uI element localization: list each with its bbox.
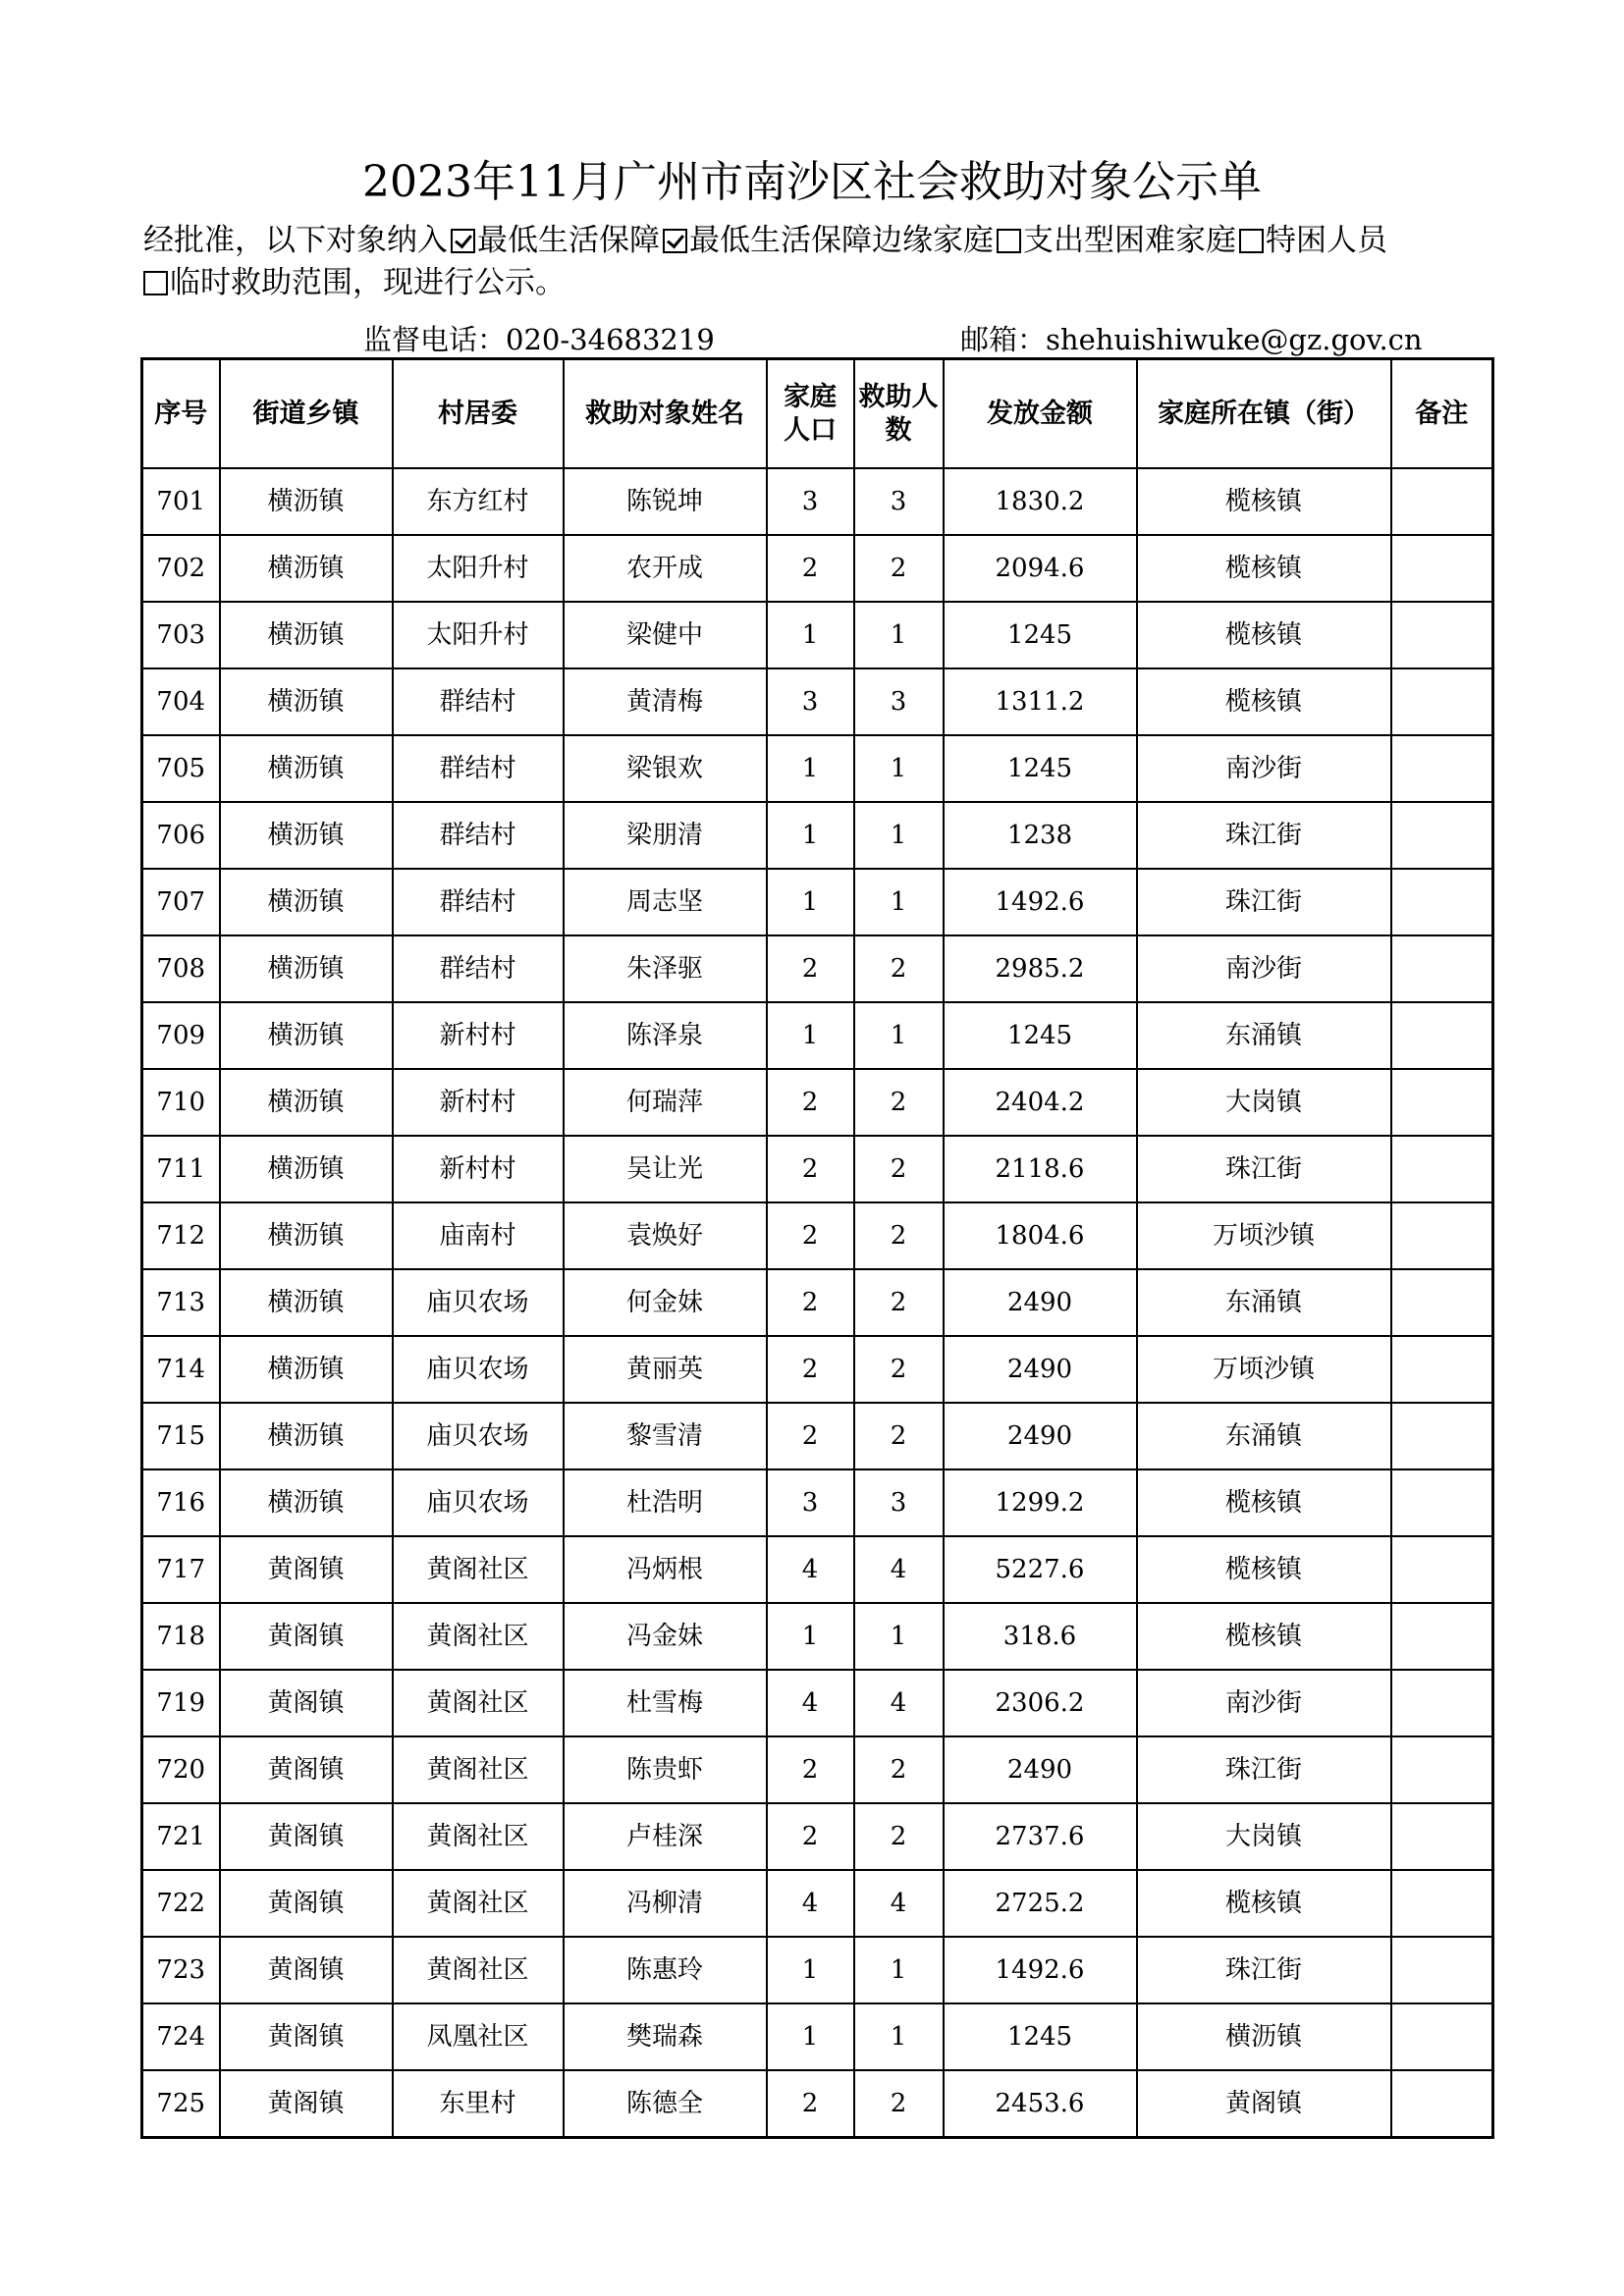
cell-index: 720 bbox=[142, 1736, 220, 1803]
cell-household-size: 1 bbox=[767, 802, 854, 869]
cell-amount: 1245 bbox=[944, 735, 1137, 802]
cell-household-town: 南沙街 bbox=[1137, 1670, 1391, 1736]
supervision-phone bbox=[363, 320, 715, 359]
cell-aided-count: 2 bbox=[854, 2070, 944, 2138]
cell-household-town: 榄核镇 bbox=[1137, 668, 1391, 735]
cell-recipient-name: 农开成 bbox=[564, 535, 767, 602]
table-row bbox=[142, 1002, 1493, 1069]
cell-household-size: 2 bbox=[767, 1202, 854, 1269]
notice-line-2 bbox=[143, 260, 1518, 305]
cell-remarks bbox=[1391, 1937, 1493, 2003]
cell-recipient-name: 陈锐坤 bbox=[564, 468, 767, 535]
cell-amount: 1299.2 bbox=[944, 1469, 1137, 1536]
cell-remarks bbox=[1391, 1469, 1493, 1536]
table-row bbox=[142, 1469, 1493, 1536]
cell-remarks bbox=[1391, 1136, 1493, 1202]
table-row bbox=[142, 668, 1493, 735]
cell-household-size: 2 bbox=[767, 1069, 854, 1136]
cell-village-committee: 黄阁社区 bbox=[393, 1803, 564, 1870]
cell-recipient-name: 黎雪清 bbox=[564, 1403, 767, 1469]
cell-subdistrict: 黄阁镇 bbox=[220, 1803, 393, 1870]
table-row bbox=[142, 1736, 1493, 1803]
table-row bbox=[142, 1803, 1493, 1870]
cell-remarks bbox=[1391, 1069, 1493, 1136]
cell-recipient-name: 卢桂深 bbox=[564, 1803, 767, 1870]
cell-subdistrict: 横沥镇 bbox=[220, 1269, 393, 1336]
cell-village-committee: 黄阁社区 bbox=[393, 1870, 564, 1937]
cell-household-town: 东涌镇 bbox=[1137, 1403, 1391, 1469]
cell-household-town: 万顷沙镇 bbox=[1137, 1202, 1391, 1269]
cell-household-town: 珠江街 bbox=[1137, 1937, 1391, 2003]
cell-aided-count: 2 bbox=[854, 535, 944, 602]
cell-household-size: 1 bbox=[767, 735, 854, 802]
notice-line-1 bbox=[143, 218, 1518, 263]
cell-household-town: 东涌镇 bbox=[1137, 1269, 1391, 1336]
cell-household-size: 4 bbox=[767, 1536, 854, 1603]
cell-subdistrict: 横沥镇 bbox=[220, 1002, 393, 1069]
cell-aided-count: 4 bbox=[854, 1870, 944, 1937]
cell-village-committee: 东里村 bbox=[393, 2070, 564, 2138]
cell-household-size: 1 bbox=[767, 869, 854, 935]
cell-index: 721 bbox=[142, 1803, 220, 1870]
cell-amount: 2985.2 bbox=[944, 935, 1137, 1002]
table-row bbox=[142, 2003, 1493, 2070]
cell-remarks bbox=[1391, 1336, 1493, 1403]
cell-recipient-name: 杜浩明 bbox=[564, 1469, 767, 1536]
cell-village-committee: 黄阁社区 bbox=[393, 1736, 564, 1803]
cell-household-size: 2 bbox=[767, 2070, 854, 2138]
header-index: 序号 bbox=[142, 359, 220, 469]
cell-household-town: 珠江街 bbox=[1137, 869, 1391, 935]
cell-aided-count: 2 bbox=[854, 1069, 944, 1136]
header-household-town: 家庭所在镇（街） bbox=[1137, 359, 1391, 469]
cell-aided-count: 2 bbox=[854, 935, 944, 1002]
cell-household-town: 珠江街 bbox=[1137, 1736, 1391, 1803]
cell-aided-count: 2 bbox=[854, 1202, 944, 1269]
cell-recipient-name: 陈德全 bbox=[564, 2070, 767, 2138]
table-row bbox=[142, 1269, 1493, 1336]
cell-aided-count: 2 bbox=[854, 1136, 944, 1202]
cell-subdistrict: 黄阁镇 bbox=[220, 1870, 393, 1937]
cell-index: 701 bbox=[142, 468, 220, 535]
cell-recipient-name: 梁健中 bbox=[564, 602, 767, 668]
table-row bbox=[142, 2070, 1493, 2138]
table-row bbox=[142, 802, 1493, 869]
cell-aided-count: 3 bbox=[854, 468, 944, 535]
table-body bbox=[142, 468, 1493, 2138]
header-subdistrict: 街道乡镇 bbox=[220, 359, 393, 469]
cell-recipient-name: 黄丽英 bbox=[564, 1336, 767, 1403]
cell-index: 713 bbox=[142, 1269, 220, 1336]
cell-village-committee: 群结村 bbox=[393, 935, 564, 1002]
cell-remarks bbox=[1391, 1870, 1493, 1937]
cell-remarks bbox=[1391, 1202, 1493, 1269]
cell-aided-count: 2 bbox=[854, 1803, 944, 1870]
cell-index: 710 bbox=[142, 1069, 220, 1136]
cell-index: 706 bbox=[142, 802, 220, 869]
cell-subdistrict: 黄阁镇 bbox=[220, 2070, 393, 2138]
cell-recipient-name: 杜雪梅 bbox=[564, 1670, 767, 1736]
table-row bbox=[142, 869, 1493, 935]
cell-household-size: 2 bbox=[767, 935, 854, 1002]
cell-amount: 1492.6 bbox=[944, 1937, 1137, 2003]
cell-aided-count: 1 bbox=[854, 1603, 944, 1670]
cell-household-size: 1 bbox=[767, 1603, 854, 1670]
cell-village-committee: 黄阁社区 bbox=[393, 1536, 564, 1603]
option-label-0: 最低生活保障 bbox=[477, 223, 660, 258]
cell-remarks bbox=[1391, 869, 1493, 935]
cell-aided-count: 3 bbox=[854, 1469, 944, 1536]
table-row bbox=[142, 468, 1493, 535]
cell-index: 722 bbox=[142, 1870, 220, 1937]
table-row bbox=[142, 1937, 1493, 2003]
cell-village-committee: 东方红村 bbox=[393, 468, 564, 535]
cell-household-size: 2 bbox=[767, 1403, 854, 1469]
table-row bbox=[142, 1202, 1493, 1269]
cell-village-committee: 群结村 bbox=[393, 735, 564, 802]
cell-aided-count: 2 bbox=[854, 1269, 944, 1336]
table-row bbox=[142, 1336, 1493, 1403]
cell-household-town: 南沙街 bbox=[1137, 935, 1391, 1002]
cell-subdistrict: 横沥镇 bbox=[220, 869, 393, 935]
cell-recipient-name: 冯炳根 bbox=[564, 1536, 767, 1603]
cell-village-committee: 庙贝农场 bbox=[393, 1403, 564, 1469]
cell-subdistrict: 横沥镇 bbox=[220, 668, 393, 735]
cell-village-committee: 凤凰社区 bbox=[393, 2003, 564, 2070]
cell-household-town: 黄阁镇 bbox=[1137, 2070, 1391, 2138]
checkbox-option-2[interactable] bbox=[997, 229, 1021, 253]
cell-remarks bbox=[1391, 935, 1493, 1002]
table-row bbox=[142, 535, 1493, 602]
cell-subdistrict: 横沥镇 bbox=[220, 1336, 393, 1403]
cell-index: 718 bbox=[142, 1603, 220, 1670]
cell-recipient-name: 梁银欢 bbox=[564, 735, 767, 802]
checkbox-option-1[interactable] bbox=[663, 229, 687, 253]
page-title: 2023年11月广州市南沙区社会救助对象公示单 bbox=[362, 157, 1262, 207]
cell-recipient-name: 陈惠玲 bbox=[564, 1937, 767, 2003]
table-row bbox=[142, 735, 1493, 802]
cell-household-size: 3 bbox=[767, 1469, 854, 1536]
cell-amount: 1830.2 bbox=[944, 468, 1137, 535]
cell-household-size: 2 bbox=[767, 535, 854, 602]
cell-subdistrict: 横沥镇 bbox=[220, 468, 393, 535]
cell-index: 714 bbox=[142, 1336, 220, 1403]
cell-index: 716 bbox=[142, 1469, 220, 1536]
cell-household-town: 南沙街 bbox=[1137, 735, 1391, 802]
cell-household-town: 东涌镇 bbox=[1137, 1002, 1391, 1069]
cell-household-town: 万顷沙镇 bbox=[1137, 1336, 1391, 1403]
cell-household-size: 3 bbox=[767, 468, 854, 535]
cell-household-town: 榄核镇 bbox=[1137, 602, 1391, 668]
cell-subdistrict: 横沥镇 bbox=[220, 1202, 393, 1269]
table-row bbox=[142, 1069, 1493, 1136]
notice-prefix: 经批准，以下对象纳入 bbox=[143, 223, 448, 258]
cell-index: 715 bbox=[142, 1403, 220, 1469]
cell-index: 702 bbox=[142, 535, 220, 602]
cell-village-committee: 黄阁社区 bbox=[393, 1603, 564, 1670]
cell-household-town: 榄核镇 bbox=[1137, 1536, 1391, 1603]
cell-household-size: 1 bbox=[767, 1937, 854, 2003]
cell-index: 712 bbox=[142, 1202, 220, 1269]
cell-aided-count: 2 bbox=[854, 1403, 944, 1469]
cell-remarks bbox=[1391, 1670, 1493, 1736]
cell-subdistrict: 黄阁镇 bbox=[220, 1670, 393, 1736]
cell-household-town: 榄核镇 bbox=[1137, 1870, 1391, 1937]
cell-amount: 2737.6 bbox=[944, 1803, 1137, 1870]
cell-amount: 2306.2 bbox=[944, 1670, 1137, 1736]
checkbox-option-3[interactable] bbox=[1239, 229, 1264, 253]
cell-aided-count: 1 bbox=[854, 2003, 944, 2070]
cell-subdistrict: 横沥镇 bbox=[220, 1403, 393, 1469]
cell-remarks bbox=[1391, 1002, 1493, 1069]
table-row bbox=[142, 1536, 1493, 1603]
cell-village-committee: 黄阁社区 bbox=[393, 1937, 564, 2003]
cell-household-town: 榄核镇 bbox=[1137, 1469, 1391, 1536]
option-label-1: 最低生活保障边缘家庭 bbox=[689, 223, 994, 258]
cell-index: 725 bbox=[142, 2070, 220, 2138]
cell-amount: 318.6 bbox=[944, 1603, 1137, 1670]
cell-aided-count: 3 bbox=[854, 668, 944, 735]
cell-aided-count: 4 bbox=[854, 1670, 944, 1736]
cell-remarks bbox=[1391, 735, 1493, 802]
cell-index: 708 bbox=[142, 935, 220, 1002]
header-aided-count: 救助人 数 bbox=[854, 359, 944, 469]
cell-household-size: 2 bbox=[767, 1136, 854, 1202]
header-remarks: 备注 bbox=[1391, 359, 1493, 469]
cell-household-town: 珠江街 bbox=[1137, 1136, 1391, 1202]
cell-household-town: 大岗镇 bbox=[1137, 1069, 1391, 1136]
cell-household-size: 2 bbox=[767, 1803, 854, 1870]
cell-remarks bbox=[1391, 1536, 1493, 1603]
cell-aided-count: 1 bbox=[854, 735, 944, 802]
option-label-2: 支出型困难家庭 bbox=[1023, 223, 1236, 258]
cell-amount: 1245 bbox=[944, 602, 1137, 668]
cell-subdistrict: 横沥镇 bbox=[220, 1469, 393, 1536]
cell-aided-count: 4 bbox=[854, 1536, 944, 1603]
cell-index: 719 bbox=[142, 1670, 220, 1736]
cell-recipient-name: 陈贵虾 bbox=[564, 1736, 767, 1803]
cell-index: 717 bbox=[142, 1536, 220, 1603]
cell-remarks bbox=[1391, 602, 1493, 668]
cell-recipient-name: 何瑞萍 bbox=[564, 1069, 767, 1136]
cell-village-committee: 黄阁社区 bbox=[393, 1670, 564, 1736]
option-label-3: 特困人员 bbox=[1266, 223, 1387, 258]
cell-remarks bbox=[1391, 1736, 1493, 1803]
cell-village-committee: 群结村 bbox=[393, 802, 564, 869]
cell-subdistrict: 黄阁镇 bbox=[220, 1736, 393, 1803]
cell-amount: 2490 bbox=[944, 1336, 1137, 1403]
cell-amount: 1238 bbox=[944, 802, 1137, 869]
table-row bbox=[142, 1670, 1493, 1736]
cell-household-size: 1 bbox=[767, 2003, 854, 2070]
table-row bbox=[142, 1136, 1493, 1202]
cell-village-committee: 庙贝农场 bbox=[393, 1269, 564, 1336]
cell-recipient-name: 吴让光 bbox=[564, 1136, 767, 1202]
cell-amount: 5227.6 bbox=[944, 1536, 1137, 1603]
cell-amount: 1492.6 bbox=[944, 869, 1137, 935]
cell-amount: 1245 bbox=[944, 1002, 1137, 1069]
cell-aided-count: 1 bbox=[854, 869, 944, 935]
cell-recipient-name: 何金妹 bbox=[564, 1269, 767, 1336]
checkbox-option-4[interactable] bbox=[143, 271, 168, 295]
cell-recipient-name: 梁朋清 bbox=[564, 802, 767, 869]
cell-index: 707 bbox=[142, 869, 220, 935]
cell-amount: 1311.2 bbox=[944, 668, 1137, 735]
cell-remarks bbox=[1391, 468, 1493, 535]
cell-village-committee: 新村村 bbox=[393, 1002, 564, 1069]
header-village-committee: 村居委 bbox=[393, 359, 564, 469]
cell-amount: 2404.2 bbox=[944, 1069, 1137, 1136]
cell-subdistrict: 横沥镇 bbox=[220, 602, 393, 668]
cell-aided-count: 2 bbox=[854, 1736, 944, 1803]
option-label-4: 临时救助范围，现进行公示。 bbox=[170, 265, 566, 300]
cell-household-size: 4 bbox=[767, 1870, 854, 1937]
cell-village-committee: 太阳升村 bbox=[393, 602, 564, 668]
recipients-table bbox=[140, 357, 1494, 2139]
cell-subdistrict: 黄阁镇 bbox=[220, 2003, 393, 2070]
table-row bbox=[142, 935, 1493, 1002]
cell-aided-count: 1 bbox=[854, 802, 944, 869]
cell-recipient-name: 黄清梅 bbox=[564, 668, 767, 735]
cell-index: 705 bbox=[142, 735, 220, 802]
cell-amount: 2490 bbox=[944, 1403, 1137, 1469]
cell-household-town: 珠江街 bbox=[1137, 802, 1391, 869]
cell-subdistrict: 黄阁镇 bbox=[220, 1536, 393, 1603]
cell-village-committee: 新村村 bbox=[393, 1069, 564, 1136]
cell-remarks bbox=[1391, 1403, 1493, 1469]
cell-household-size: 1 bbox=[767, 1002, 854, 1069]
header-household-size: 家庭 人口 bbox=[767, 359, 854, 469]
cell-aided-count: 2 bbox=[854, 1336, 944, 1403]
cell-household-town: 大岗镇 bbox=[1137, 1803, 1391, 1870]
cell-subdistrict: 横沥镇 bbox=[220, 1069, 393, 1136]
cell-index: 703 bbox=[142, 602, 220, 668]
cell-recipient-name: 陈泽泉 bbox=[564, 1002, 767, 1069]
cell-subdistrict: 横沥镇 bbox=[220, 1136, 393, 1202]
cell-index: 711 bbox=[142, 1136, 220, 1202]
cell-aided-count: 1 bbox=[854, 1937, 944, 2003]
cell-amount: 2490 bbox=[944, 1736, 1137, 1803]
cell-village-committee: 庙贝农场 bbox=[393, 1469, 564, 1536]
cell-amount: 1245 bbox=[944, 2003, 1137, 2070]
cell-amount: 2490 bbox=[944, 1269, 1137, 1336]
cell-household-town: 榄核镇 bbox=[1137, 1603, 1391, 1670]
cell-subdistrict: 横沥镇 bbox=[220, 802, 393, 869]
table-row bbox=[142, 1870, 1493, 1937]
cell-subdistrict: 黄阁镇 bbox=[220, 1603, 393, 1670]
cell-village-committee: 群结村 bbox=[393, 668, 564, 735]
cell-remarks bbox=[1391, 535, 1493, 602]
cell-index: 704 bbox=[142, 668, 220, 735]
table-header-row bbox=[142, 359, 1493, 469]
cell-recipient-name: 冯柳清 bbox=[564, 1870, 767, 1937]
table-row bbox=[142, 1403, 1493, 1469]
checkbox-option-0[interactable] bbox=[451, 229, 475, 253]
cell-household-size: 2 bbox=[767, 1736, 854, 1803]
cell-amount: 1804.6 bbox=[944, 1202, 1137, 1269]
email-label: 邮箱： bbox=[960, 323, 1047, 356]
cell-recipient-name: 冯金妹 bbox=[564, 1603, 767, 1670]
cell-household-size: 2 bbox=[767, 1269, 854, 1336]
cell-household-size: 4 bbox=[767, 1670, 854, 1736]
cell-subdistrict: 黄阁镇 bbox=[220, 1937, 393, 2003]
cell-remarks bbox=[1391, 802, 1493, 869]
cell-recipient-name: 袁焕好 bbox=[564, 1202, 767, 1269]
cell-amount: 2094.6 bbox=[944, 535, 1137, 602]
table-row bbox=[142, 1603, 1493, 1670]
cell-amount: 2453.6 bbox=[944, 2070, 1137, 2138]
email-address: shehuishiwuke@gz.gov.cn bbox=[1046, 323, 1423, 356]
table-row bbox=[142, 602, 1493, 668]
cell-household-size: 3 bbox=[767, 668, 854, 735]
cell-aided-count: 1 bbox=[854, 1002, 944, 1069]
cell-remarks bbox=[1391, 668, 1493, 735]
cell-household-town: 榄核镇 bbox=[1137, 468, 1391, 535]
cell-household-size: 1 bbox=[767, 602, 854, 668]
contact-email bbox=[960, 320, 1423, 359]
cell-village-committee: 庙南村 bbox=[393, 1202, 564, 1269]
cell-village-committee: 庙贝农场 bbox=[393, 1336, 564, 1403]
cell-index: 724 bbox=[142, 2003, 220, 2070]
cell-index: 723 bbox=[142, 1937, 220, 2003]
cell-remarks bbox=[1391, 1269, 1493, 1336]
cell-village-committee: 群结村 bbox=[393, 869, 564, 935]
cell-remarks bbox=[1391, 2070, 1493, 2138]
cell-recipient-name: 樊瑞森 bbox=[564, 2003, 767, 2070]
cell-subdistrict: 横沥镇 bbox=[220, 935, 393, 1002]
cell-index: 709 bbox=[142, 1002, 220, 1069]
cell-household-size: 2 bbox=[767, 1336, 854, 1403]
cell-village-committee: 太阳升村 bbox=[393, 535, 564, 602]
cell-village-committee: 新村村 bbox=[393, 1136, 564, 1202]
cell-household-town: 横沥镇 bbox=[1137, 2003, 1391, 2070]
cell-subdistrict: 横沥镇 bbox=[220, 535, 393, 602]
cell-remarks bbox=[1391, 1603, 1493, 1670]
cell-remarks bbox=[1391, 2003, 1493, 2070]
cell-subdistrict: 横沥镇 bbox=[220, 735, 393, 802]
phone-number: 020-34683219 bbox=[506, 323, 715, 356]
cell-remarks bbox=[1391, 1803, 1493, 1870]
phone-label: 监督电话： bbox=[363, 323, 507, 356]
header-amount: 发放金额 bbox=[944, 359, 1137, 469]
cell-amount: 2118.6 bbox=[944, 1136, 1137, 1202]
cell-amount: 2725.2 bbox=[944, 1870, 1137, 1937]
cell-aided-count: 1 bbox=[854, 602, 944, 668]
cell-recipient-name: 朱泽驱 bbox=[564, 935, 767, 1002]
header-recipient-name: 救助对象姓名 bbox=[564, 359, 767, 469]
cell-recipient-name: 周志坚 bbox=[564, 869, 767, 935]
cell-household-town: 榄核镇 bbox=[1137, 535, 1391, 602]
